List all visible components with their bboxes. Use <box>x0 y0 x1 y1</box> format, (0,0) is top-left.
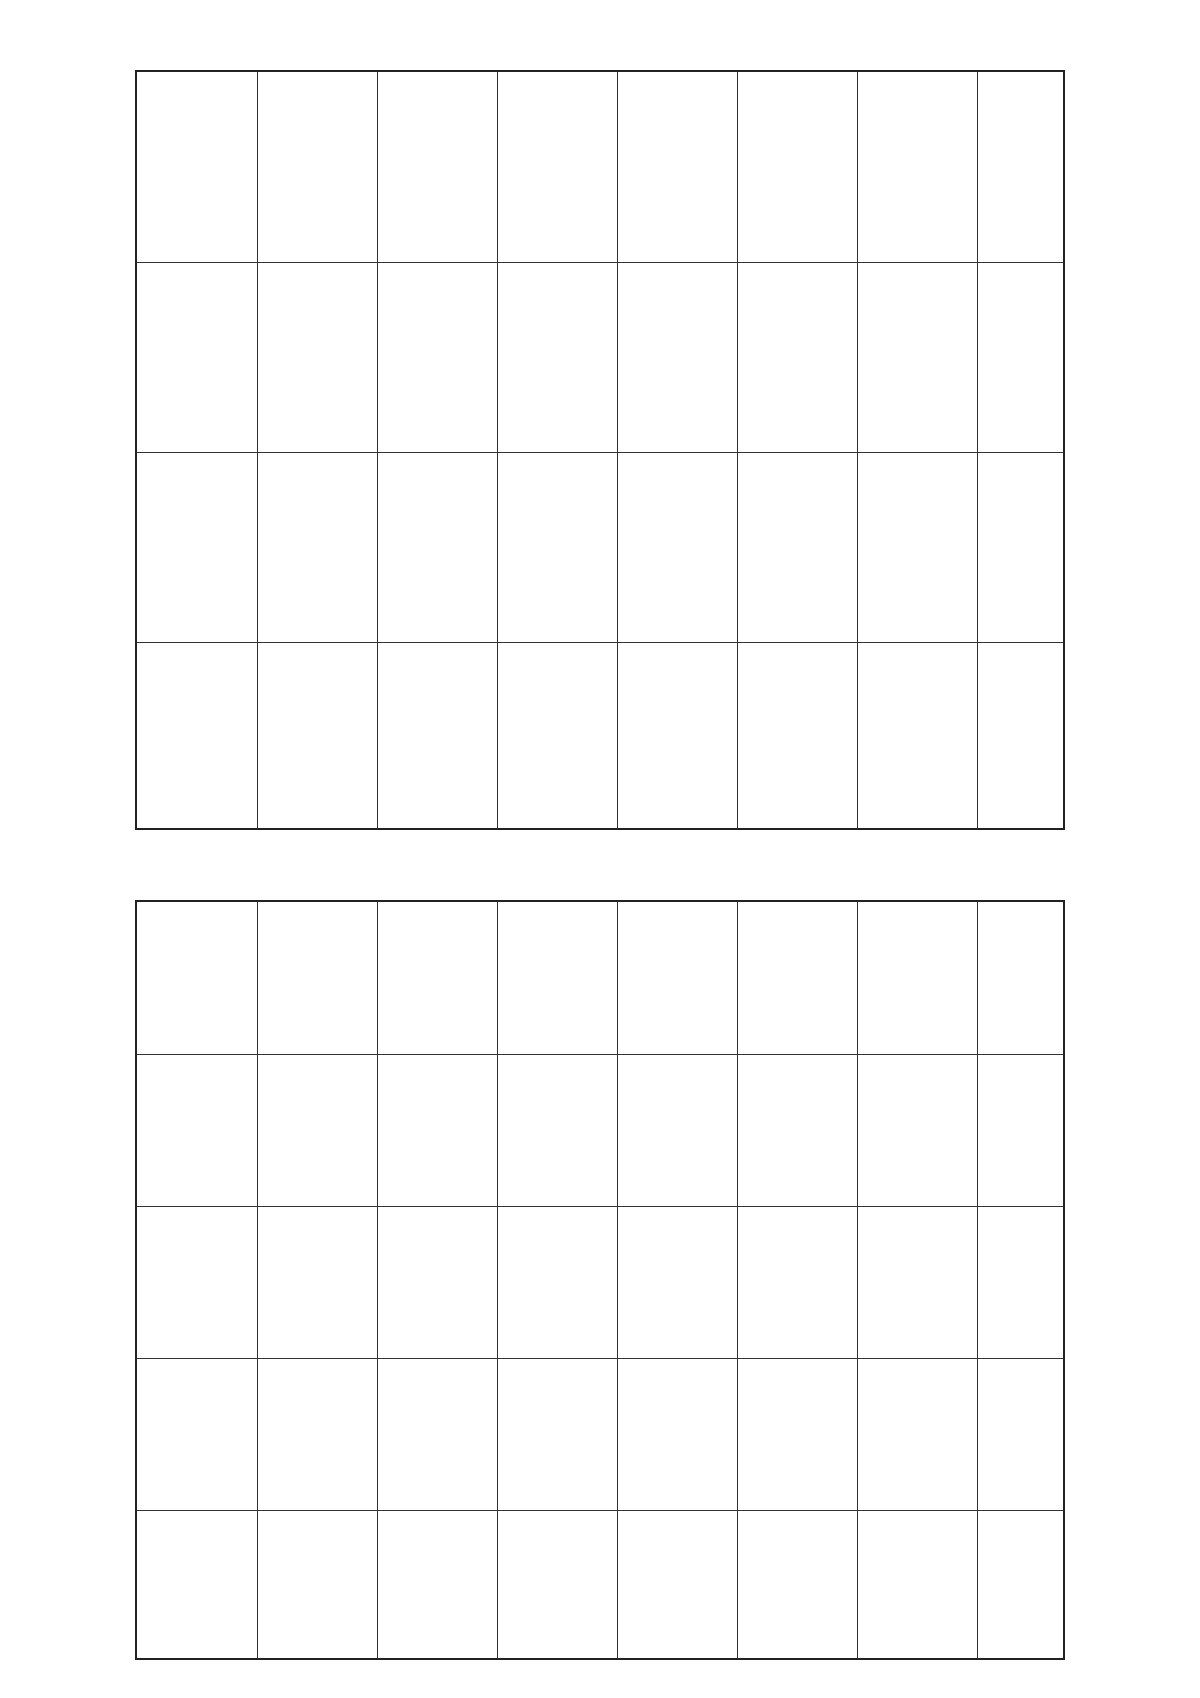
table-top <box>135 70 1065 830</box>
column-divider <box>857 902 858 1658</box>
column-divider <box>257 902 258 1658</box>
column-divider <box>617 902 618 1658</box>
column-divider <box>977 72 978 828</box>
table-bottom <box>135 900 1065 1660</box>
row-divider <box>137 1510 1063 1511</box>
row-divider <box>137 1206 1063 1207</box>
column-divider <box>737 902 738 1658</box>
column-divider <box>377 72 378 828</box>
column-divider <box>257 72 258 828</box>
column-divider <box>377 902 378 1658</box>
column-divider <box>977 902 978 1658</box>
row-divider <box>137 642 1063 643</box>
row-divider <box>137 1358 1063 1359</box>
row-divider <box>137 1054 1063 1055</box>
column-divider <box>737 72 738 828</box>
column-divider <box>617 72 618 828</box>
column-divider <box>857 72 858 828</box>
row-divider <box>137 262 1063 263</box>
column-divider <box>497 902 498 1658</box>
column-divider <box>497 72 498 828</box>
row-divider <box>137 452 1063 453</box>
